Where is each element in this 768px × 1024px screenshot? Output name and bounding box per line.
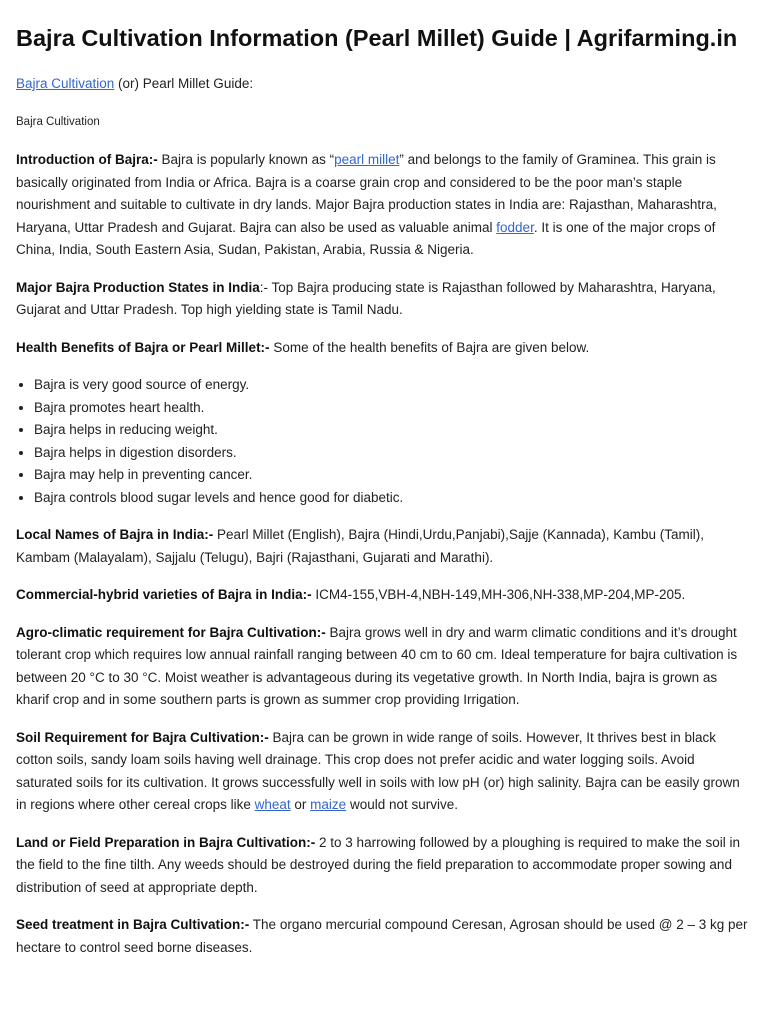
- intro-line: Bajra Cultivation (or) Pearl Millet Guide:: [16, 76, 254, 91]
- local-names-heading: Local Names of Bajra in India:-: [16, 527, 214, 542]
- image-caption: Bajra Cultivation: [16, 115, 100, 128]
- health-heading: Health Benefits of Bajra or Pearl Millet:-: [16, 339, 270, 355]
- agro-climatic-paragraph: Agro-climatic requirement for Bajra Cultivation:- Bajra grows well in dry and warm climatic conditions and it’s drought tolerant crop which requires low annual rainfall ranging between 40 cm to 60 cm. Ideal temperature for bajra cultivation is between 20 °C to 30 °C. Moist weather is advantageous during its vegetative growth. In North India, bajra is grown as kharif crop and in some southern parts is grown as summer crop providing Irrigation.: [16, 624, 738, 707]
- land-preparation-paragraph: Land or Field Preparation in Bajra Cultivation:- 2 to 3 harrowing followed by a ploughing is required to make the soil in the field to the fine tilth. Any weeds should be destroyed during the field preparation to accommodate proper sowing and distribution of seed at appropriate depth.: [16, 834, 741, 895]
- health-paragraph: Health Benefits of Bajra or Pearl Millet:- Some of the health benefits of Bajra are given below.: [16, 339, 590, 355]
- list-item: • Bajra promotes heart health.: [34, 397, 752, 420]
- seed-treatment-heading: Seed treatment in Bajra Cultivation:-: [16, 917, 250, 932]
- introduction-paragraph: Introduction of Bajra:- Bajra is popularly known as “pearl millet” and belongs to the family of Graminea. This grain is basically originated from India or Africa. Bajra is a coarse grain crop and considered to be the poor man’s staple nourishment and suitable to cultivate in dry lands. Major Bajra production states in India are: Rajasthan, Maharashtra, Haryana, Uttar Pradesh and Gujarat. Bajra can also be used as valuable animal fodder. It is one of the major crops of China, India, South Eastern Asia, Sudan, Pakistan, Arabia, Russia & Nigeria.: [16, 152, 717, 257]
- bajra-cultivation-link[interactable]: Bajra Cultivation: [16, 76, 115, 91]
- wheat-link[interactable]: wheat: [254, 797, 291, 812]
- pearl-millet-link[interactable]: pearl millet: [334, 152, 400, 167]
- introduction-heading: Introduction of Bajra:-: [16, 152, 158, 167]
- list-item: • Bajra helps in reducing weight.: [34, 419, 752, 442]
- agro-climatic-heading: Agro-climatic requirement for Bajra Cultivation:-: [16, 624, 326, 640]
- varieties-heading: Commercial-hybrid varieties of Bajra in India:-: [16, 587, 312, 602]
- page-title: Bajra Cultivation Information (Pearl Millet) Guide | Agrifarming.in: [16, 25, 738, 51]
- list-item: • Bajra may help in preventing cancer.: [34, 464, 752, 487]
- list-item: • Bajra helps in digestion disorders.: [34, 442, 752, 465]
- maize-link[interactable]: maize: [310, 797, 347, 812]
- local-names-paragraph: Local Names of Bajra in India:- Pearl Millet (English), Bajra (Hindi,Urdu,Panjabi),Sajje (Kannada), Kambu (Tamil), Kambam (Malayalam), Sajjalu (Telugu), Bajri (Rajasthani, Gujarati and Marathi).: [16, 527, 704, 565]
- list-item: • Bajra is very good source of energy.: [34, 374, 752, 397]
- list-item: • Bajra controls blood sugar levels and hence good for diabetic.: [34, 487, 752, 510]
- land-preparation-heading: Land or Field Preparation in Bajra Cultivation:-: [16, 834, 316, 850]
- seed-treatment-paragraph: Seed treatment in Bajra Cultivation:- The organo mercurial compound Ceresan, Agrosan should be used @ 2 – 3 kg per hectare to control seed borne diseases.: [16, 917, 748, 955]
- soil-heading: Soil Requirement for Bajra Cultivation:-: [16, 729, 269, 745]
- production-heading: Major Bajra Production States in India: [16, 279, 260, 295]
- production-paragraph: Major Bajra Production States in India:- Top Bajra producing state is Rajasthan followed by Maharashtra, Haryana, Gujarat and Uttar Pradesh. Top high yielding state is Tamil Nadu.: [16, 279, 716, 317]
- fodder-link[interactable]: fodder: [496, 219, 534, 235]
- varieties-paragraph: Commercial-hybrid varieties of Bajra in India:- ICM4-155,VBH-4,NBH-149,MH-306,NH-338,MP-204,MP-205.: [16, 587, 686, 602]
- health-benefits-list: [16, 374, 752, 509]
- soil-paragraph: Soil Requirement for Bajra Cultivation:- Bajra can be grown in wide range of soils. However, It thrives best in black cotton soils, sandy loam soils having well drainage. This crop does not prefer acidic and water logging soils. Avoid saturated soils for its cultivation. It grows successfully well in soils with low pH (or) high salinity. Bajra can be easily grown in regions where other cereal crops like wheat or maize would not survive.: [16, 729, 740, 812]
